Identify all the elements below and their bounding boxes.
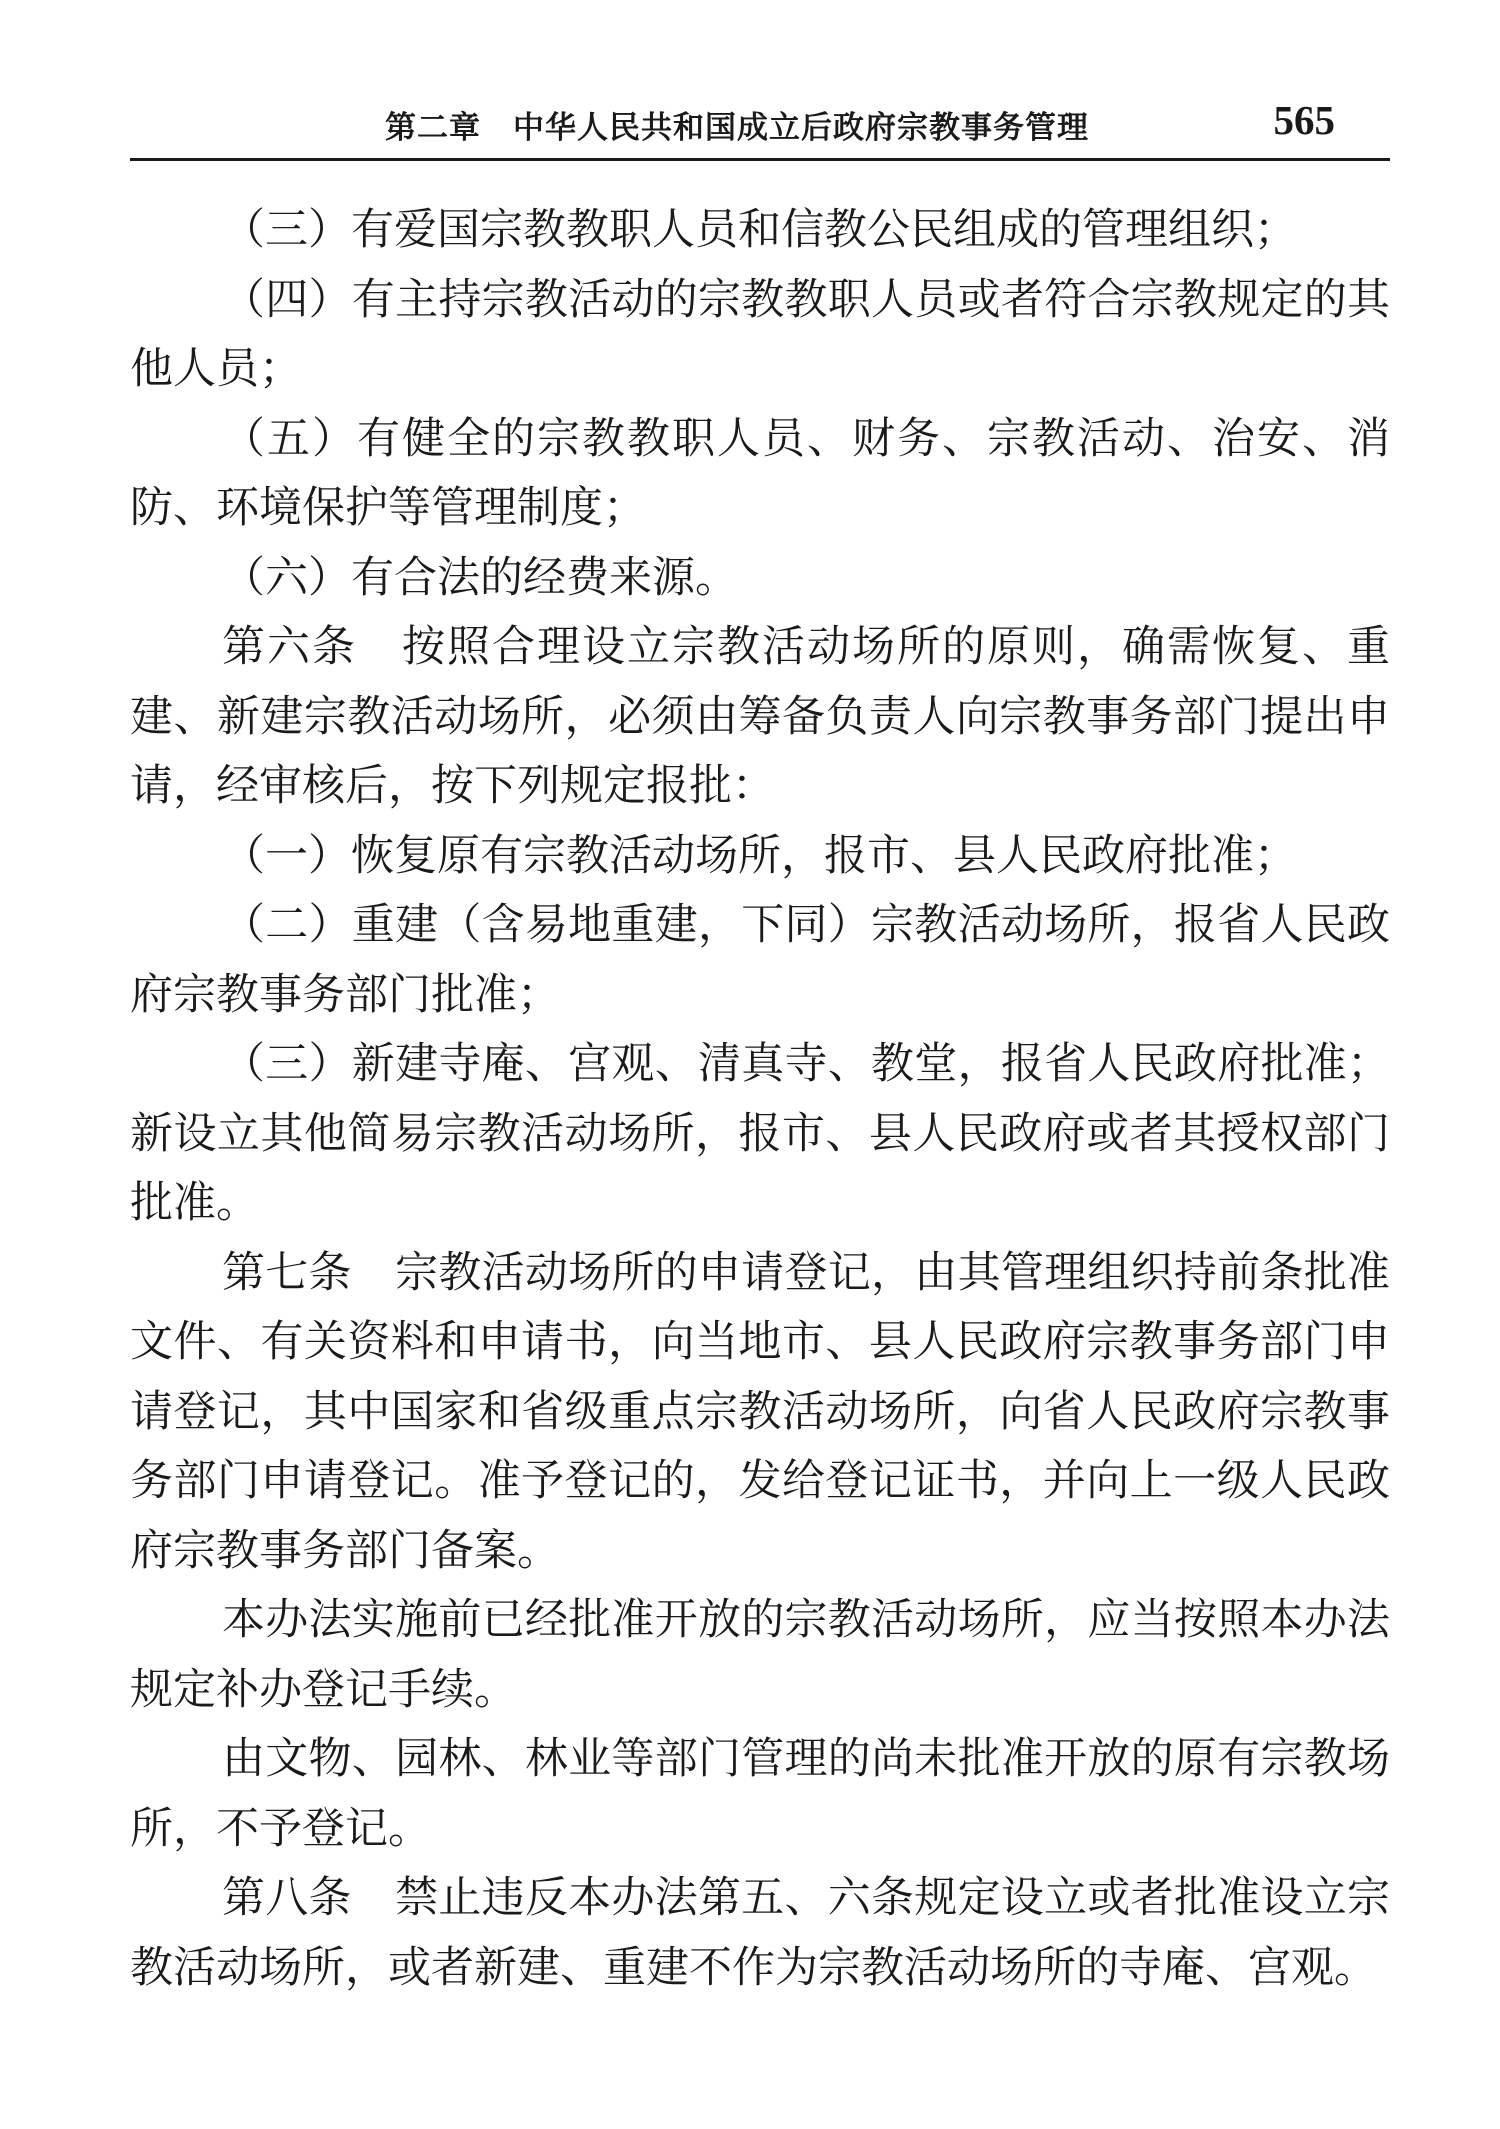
paragraph: 本办法实施前已经批准开放的宗教活动场所，应当按照本办法规定补办登记手续。: [130, 1595, 1390, 1715]
paragraph: 由文物、园林、林业等部门管理的尚未批准开放的原有宗教场所，不予登记。: [130, 1734, 1390, 1854]
paragraph: （三）新建寺庵、宫观、清真寺、教堂，报省人民政府批准；新设立其他简易宗教活动场所，报市、县人民政府或者其授权部门批准。: [130, 1039, 1390, 1228]
page-number: 565: [1273, 97, 1335, 143]
paragraph: （六）有合法的经费来源。: [222, 552, 738, 603]
article-paragraph: 第八条 禁止违反本办法第五、六条规定设立或者批准设立宗教活动场所，或者新建、重建不作为宗教活动场所的寺庵、宫观。: [130, 1873, 1390, 1993]
paragraph: （二）重建（含易地重建，下同）宗教活动场所，报省人民政府宗教事务部门批准；: [130, 900, 1390, 1020]
body-text: [130, 196, 1390, 2003]
paragraph: （五）有健全的宗教教职人员、财务、宗教活动、治安、消防、环境保护等管理制度；: [130, 413, 1390, 533]
chapter-title: 第二章 中华人民共和国成立后政府宗教事务管理: [385, 110, 1089, 146]
article-paragraph: 第七条 宗教活动场所的申请登记，由其管理组织持前条批准文件、有关资料和申请书，向当地市、县人民政府宗教事务部门申请登记，其中国家和省级重点宗教活动场所，向省人民政府宗教事务部门申请登记。准予登记的，发给登记证书，并向上一级人民政府宗教事务部门备案。: [130, 1247, 1390, 1576]
article-paragraph: 第六条 按照合理设立宗教活动场所的原则，确需恢复、重建、新建宗教活动场所，必须由筹备负责人向宗教事务部门提出申请，经审核后，按下列规定报批：: [130, 622, 1390, 811]
paragraph: （一）恢复原有宗教活动场所，报市、县人民政府批准；: [222, 830, 1297, 881]
paragraph: （三）有爱国宗教教职人员和信教公民组成的管理组织；: [222, 205, 1297, 255]
running-header: [130, 96, 1390, 156]
header-rule: [130, 158, 1390, 161]
paragraph: （四）有主持宗教活动的宗教教职人员或者符合宗教规定的其他人员；: [130, 274, 1390, 394]
